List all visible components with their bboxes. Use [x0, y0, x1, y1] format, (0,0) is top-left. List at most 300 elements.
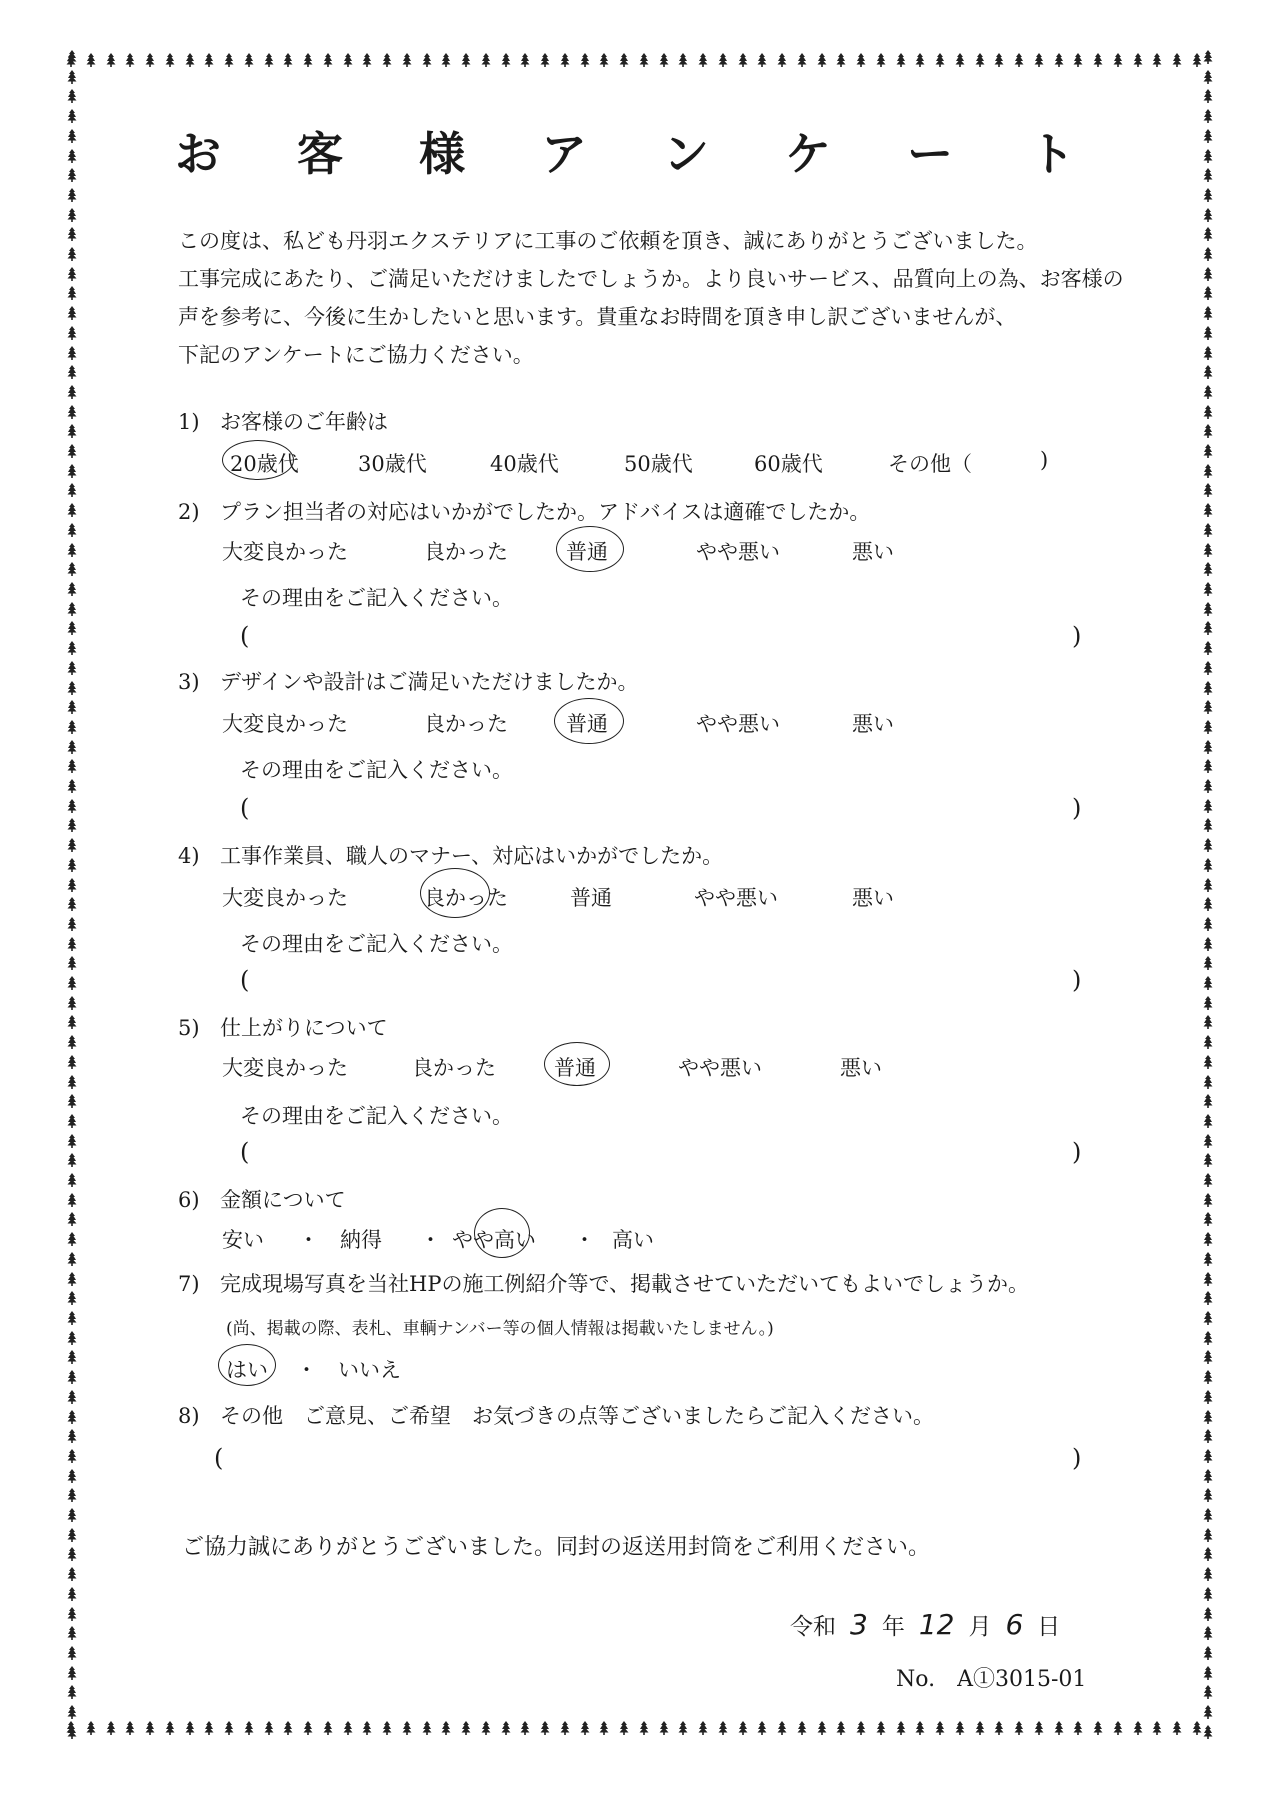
tree-ornament-icon	[1093, 53, 1103, 67]
tree-ornament-icon	[1203, 1212, 1213, 1226]
tree-ornament-icon	[67, 1607, 77, 1621]
tree-ornament-icon	[67, 582, 77, 596]
tree-ornament-icon	[1203, 1626, 1213, 1640]
tree-ornament-icon	[67, 1528, 77, 1542]
tree-ornament-icon	[67, 503, 77, 517]
tree-ornament-icon	[1073, 53, 1083, 67]
tree-ornament-icon	[67, 1567, 77, 1581]
tree-ornament-icon	[165, 53, 175, 67]
tree-ornament-icon	[1203, 917, 1213, 931]
tree-ornament-icon	[382, 1721, 392, 1735]
tree-ornament-icon	[1203, 799, 1213, 813]
tree-ornament-icon	[362, 53, 372, 67]
tree-ornament-icon	[1203, 582, 1213, 596]
q4-reason-open-paren: (	[240, 966, 250, 994]
tree-ornament-icon	[1093, 1721, 1103, 1735]
tree-ornament-icon	[935, 1721, 945, 1735]
q2-option-good[interactable]: 良かった	[424, 540, 508, 564]
tree-ornament-icon	[1172, 53, 1182, 67]
tree-ornament-icon	[501, 1721, 511, 1735]
tree-ornament-icon	[876, 1721, 886, 1735]
q7-option-no[interactable]: いいえ	[338, 1358, 401, 1382]
tree-ornament-icon	[86, 1721, 96, 1735]
tree-ornament-icon	[1203, 1331, 1213, 1345]
date-year: 3	[850, 1608, 868, 1641]
tree-ornament-icon	[67, 444, 77, 458]
question-5-title	[178, 1012, 388, 1042]
tree-ornament-icon	[323, 1721, 333, 1735]
q1-option-20s[interactable]: 20歳代	[230, 452, 299, 476]
q4-reason-close-paren: )	[1072, 966, 1082, 994]
tree-ornament-icon	[67, 1547, 77, 1561]
tree-ornament-icon	[264, 53, 274, 67]
q3-option-bad[interactable]: 悪い	[852, 712, 894, 736]
tree-ornament-icon	[67, 1114, 77, 1128]
tree-ornament-icon	[1203, 641, 1213, 655]
tree-ornament-icon	[402, 53, 412, 67]
tree-ornament-icon	[1203, 1075, 1213, 1089]
tree-ornament-icon	[1203, 267, 1213, 281]
tree-ornament-icon	[1203, 1153, 1213, 1167]
tree-ornament-icon	[1203, 385, 1213, 399]
tree-ornament-icon	[1203, 1193, 1213, 1207]
question-number: 8)	[178, 1404, 200, 1428]
tree-ornament-icon	[935, 53, 945, 67]
q6-option-reasonable[interactable]: 納得	[340, 1228, 382, 1252]
tree-ornament-icon	[1203, 346, 1213, 360]
tree-ornament-icon	[67, 996, 77, 1010]
question-1-title	[178, 406, 388, 436]
tree-ornament-icon	[639, 53, 649, 67]
tree-ornament-icon	[1203, 444, 1213, 458]
tree-ornament-icon	[560, 53, 570, 67]
tree-ornament-icon	[1203, 306, 1213, 320]
tree-ornament-icon	[67, 562, 77, 576]
date-day: 6	[1005, 1608, 1024, 1641]
tree-ornament-icon	[817, 53, 827, 67]
tree-ornament-icon	[1203, 70, 1213, 84]
tree-ornament-icon	[540, 1721, 550, 1735]
q4-option-average[interactable]: 普通	[570, 886, 612, 910]
tree-ornament-icon	[67, 346, 77, 360]
tree-ornament-icon	[67, 720, 77, 734]
tree-ornament-icon	[125, 1721, 135, 1735]
tree-ornament-icon	[481, 1721, 491, 1735]
tree-ornament-icon	[67, 1469, 77, 1483]
tree-ornament-icon	[67, 1429, 77, 1443]
tree-ornament-icon	[876, 53, 886, 67]
tree-ornament-icon	[67, 937, 77, 951]
question-text: 工事作業員、職人のマナー、対応はいかがでしたか。	[220, 844, 724, 868]
tree-ornament-icon	[481, 53, 491, 67]
tree-ornament-icon	[67, 306, 77, 320]
q6-option-high[interactable]: 高い	[612, 1228, 654, 1252]
tree-ornament-icon	[67, 50, 77, 64]
tree-ornament-icon	[1203, 188, 1213, 202]
tree-ornament-icon	[896, 53, 906, 67]
tree-ornament-icon	[856, 53, 866, 67]
tree-ornament-icon	[67, 70, 77, 84]
tree-ornament-icon	[67, 956, 77, 970]
tree-ornament-icon	[1203, 286, 1213, 300]
q4-option-very-good[interactable]: 大変良かった	[222, 886, 348, 910]
tree-ornament-icon	[422, 53, 432, 67]
tree-ornament-icon	[244, 53, 254, 67]
tree-ornament-icon	[975, 53, 985, 67]
question-number: 7)	[178, 1272, 200, 1296]
tree-ornament-icon	[580, 1721, 590, 1735]
q6-option-somewhat-high[interactable]: やや高い	[452, 1228, 536, 1252]
tree-ornament-icon	[1203, 818, 1213, 832]
tree-ornament-icon	[797, 1721, 807, 1735]
tree-ornament-icon	[501, 53, 511, 67]
q2-reason-open-paren: (	[240, 622, 250, 650]
q5-reason-prompt: その理由をご記入ください。	[240, 1104, 513, 1128]
tree-ornament-icon	[67, 1390, 77, 1404]
tree-ornament-icon	[1203, 1587, 1213, 1601]
tree-ornament-icon	[67, 681, 77, 695]
tree-ornament-icon	[67, 483, 77, 497]
tree-ornament-icon	[67, 227, 77, 241]
document-number: No. A①3015-01	[896, 1667, 1087, 1692]
tree-ornament-icon	[619, 53, 629, 67]
tree-ornament-icon	[67, 286, 77, 300]
question-4-title	[178, 840, 723, 870]
tree-ornament-icon	[599, 1721, 609, 1735]
tree-ornament-icon	[1203, 740, 1213, 754]
tree-ornament-icon	[185, 53, 195, 67]
tree-ornament-icon	[915, 53, 925, 67]
tree-ornament-icon	[975, 1721, 985, 1735]
q4-option-somewhat-bad[interactable]: やや悪い	[694, 886, 778, 910]
tree-ornament-icon	[1203, 602, 1213, 616]
question-number: 5)	[178, 1016, 200, 1040]
tree-ornament-icon	[67, 818, 77, 832]
tree-ornament-icon	[580, 53, 590, 67]
tree-ornament-icon	[362, 1721, 372, 1735]
tree-ornament-icon	[1203, 464, 1213, 478]
date-month: 12	[918, 1608, 955, 1641]
tree-ornament-icon	[1203, 1410, 1213, 1424]
tree-ornament-icon	[955, 53, 965, 67]
tree-ornament-icon	[67, 878, 77, 892]
question-2-title	[178, 496, 870, 526]
tree-ornament-icon	[1203, 1232, 1213, 1246]
q5-option-very-good[interactable]: 大変良かった	[222, 1056, 348, 1080]
tree-ornament-icon	[619, 1721, 629, 1735]
intro-line: 声を参考に、今後に生かしたいと思います。貴重なお時間を頂き申し訳ございませんが、	[178, 305, 1017, 329]
tree-ornament-icon	[639, 1721, 649, 1735]
tree-ornament-icon	[1203, 50, 1213, 64]
tree-ornament-icon	[1203, 562, 1213, 576]
q2-option-somewhat-bad[interactable]: やや悪い	[696, 540, 780, 564]
q5-reason-open-paren: (	[240, 1138, 250, 1166]
tree-ornament-icon	[67, 1193, 77, 1207]
page-title: お 客 様 ア ン ケ ー ト	[174, 127, 1106, 181]
tree-ornament-icon	[461, 53, 471, 67]
q2-option-average[interactable]: 普通	[566, 540, 608, 564]
tree-ornament-icon	[1203, 858, 1213, 872]
tree-ornament-icon	[67, 1311, 77, 1325]
question-text: プラン担当者の対応はいかがでしたか。アドバイスは適確でしたか。	[220, 500, 871, 524]
tree-ornament-icon	[1203, 878, 1213, 892]
question-text: デザインや設計はご満足いただけましたか。	[220, 670, 639, 694]
tree-ornament-icon	[67, 1488, 77, 1502]
tree-ornament-icon	[1203, 543, 1213, 557]
tree-ornament-icon	[718, 53, 728, 67]
tree-ornament-icon	[67, 1331, 77, 1345]
tree-ornament-icon	[1203, 956, 1213, 970]
q8-comment-open-paren: (	[214, 1444, 224, 1472]
tree-ornament-icon	[1054, 1721, 1064, 1735]
q2-option-very-good[interactable]: 大変良かった	[222, 540, 348, 564]
tree-ornament-icon	[1203, 1350, 1213, 1364]
q1-option-50s[interactable]: 50歳代	[624, 452, 693, 476]
tree-ornament-icon	[67, 543, 77, 557]
question-8-title	[178, 1400, 934, 1430]
tree-ornament-icon	[659, 1721, 669, 1735]
tree-ornament-icon	[67, 1508, 77, 1522]
tree-ornament-icon	[204, 1721, 214, 1735]
tree-ornament-icon	[1203, 1725, 1213, 1739]
tree-ornament-icon	[1034, 1721, 1044, 1735]
tree-ornament-icon	[67, 247, 77, 261]
tree-ornament-icon	[67, 1153, 77, 1167]
tree-ornament-icon	[67, 799, 77, 813]
tree-ornament-icon	[678, 53, 688, 67]
tree-ornament-icon	[1152, 53, 1162, 67]
tree-ornament-icon	[698, 1721, 708, 1735]
tree-ornament-icon	[67, 1232, 77, 1246]
tree-ornament-icon	[1203, 227, 1213, 241]
tree-ornament-icon	[757, 53, 767, 67]
tree-ornament-icon	[1073, 1721, 1083, 1735]
tree-ornament-icon	[1203, 700, 1213, 714]
tree-ornament-icon	[1203, 1547, 1213, 1561]
border-bottom	[66, 1718, 1202, 1738]
tree-ornament-icon	[678, 1721, 688, 1735]
q1-option-40s[interactable]: 40歳代	[490, 452, 559, 476]
tree-ornament-icon	[1113, 53, 1123, 67]
tree-ornament-icon	[520, 1721, 530, 1735]
tree-ornament-icon	[896, 1721, 906, 1735]
tree-ornament-icon	[1203, 661, 1213, 675]
date-day-unit: 日	[1037, 1614, 1061, 1640]
tree-ornament-icon	[1203, 1094, 1213, 1108]
tree-ornament-icon	[67, 759, 77, 773]
q3-option-average[interactable]: 普通	[566, 712, 608, 736]
tree-ornament-icon	[1203, 1469, 1213, 1483]
tree-ornament-icon	[1203, 326, 1213, 340]
question-text: 金額について	[220, 1188, 346, 1212]
tree-ornament-icon	[145, 1721, 155, 1735]
tree-ornament-icon	[224, 53, 234, 67]
tree-ornament-icon	[67, 1252, 77, 1266]
tree-ornament-icon	[67, 405, 77, 419]
intro-text	[178, 222, 1138, 374]
question-6-title	[178, 1184, 346, 1214]
thanks-message: ご協力誠にありがとうございました。同封の返送用封筒をご利用ください。	[182, 1535, 931, 1560]
tree-ornament-icon	[283, 53, 293, 67]
tree-ornament-icon	[1203, 720, 1213, 734]
border-right	[1198, 50, 1218, 1740]
tree-ornament-icon	[1203, 365, 1213, 379]
q1-option-other[interactable]: その他（	[888, 452, 972, 476]
tree-ornament-icon	[67, 1685, 77, 1699]
tree-ornament-icon	[67, 365, 77, 379]
tree-ornament-icon	[1203, 424, 1213, 438]
q3-reason-open-paren: (	[240, 794, 250, 822]
q5-option-average[interactable]: 普通	[554, 1056, 596, 1080]
tree-ornament-icon	[303, 1721, 313, 1735]
tree-ornament-icon	[915, 1721, 925, 1735]
q8-comment-close-paren: )	[1072, 1444, 1082, 1472]
tree-ornament-icon	[343, 1721, 353, 1735]
tree-ornament-icon	[1172, 1721, 1182, 1735]
q1-option-60s[interactable]: 60歳代	[754, 452, 823, 476]
tree-ornament-icon	[1203, 897, 1213, 911]
tree-ornament-icon	[67, 464, 77, 478]
intro-line: この度は、私ども丹羽エクステリアに工事のご依頼を頂き、誠にありがとうございました。	[178, 229, 1038, 253]
tree-ornament-icon	[461, 1721, 471, 1735]
tree-ornament-icon	[836, 1721, 846, 1735]
tree-ornament-icon	[1203, 405, 1213, 419]
tree-ornament-icon	[165, 1721, 175, 1735]
q5-option-good[interactable]: 良かった	[412, 1056, 496, 1080]
tree-ornament-icon	[1203, 89, 1213, 103]
tree-ornament-icon	[1203, 503, 1213, 517]
tree-ornament-icon	[1203, 1134, 1213, 1148]
q3-option-somewhat-bad[interactable]: やや悪い	[696, 712, 780, 736]
tree-ornament-icon	[67, 1725, 77, 1739]
tree-ornament-icon	[125, 53, 135, 67]
border-top	[66, 50, 1202, 70]
tree-ornament-icon	[441, 53, 451, 67]
tree-ornament-icon	[185, 1721, 195, 1735]
tree-ornament-icon	[86, 53, 96, 67]
tree-ornament-icon	[67, 326, 77, 340]
tree-ornament-icon	[1203, 996, 1213, 1010]
tree-ornament-icon	[67, 1272, 77, 1286]
tree-ornament-icon	[1113, 1721, 1123, 1735]
tree-ornament-icon	[67, 917, 77, 931]
q6-separator: ・	[420, 1228, 441, 1252]
q3-option-good[interactable]: 良かった	[424, 712, 508, 736]
tree-ornament-icon	[67, 208, 77, 222]
tree-ornament-icon	[67, 779, 77, 793]
question-text: 完成現場写真を当社HPの施工例紹介等で、掲載させていただいてもよいでしょうか。	[220, 1272, 1030, 1296]
q7-privacy-note: (尚、掲載の際、表札、車輌ナンバー等の個人情報は掲載いたしません。)	[226, 1319, 774, 1339]
tree-ornament-icon	[67, 1173, 77, 1187]
tree-ornament-icon	[1203, 1429, 1213, 1443]
question-number: 2)	[178, 500, 200, 524]
tree-ornament-icon	[659, 53, 669, 67]
q4-option-bad[interactable]: 悪い	[852, 886, 894, 910]
tree-ornament-icon	[955, 1721, 965, 1735]
tree-ornament-icon	[67, 1055, 77, 1069]
tree-ornament-icon	[757, 1721, 767, 1735]
tree-ornament-icon	[67, 1449, 77, 1463]
tree-ornament-icon	[994, 1721, 1004, 1735]
q6-option-cheap[interactable]: 安い	[222, 1228, 264, 1252]
question-number: 4)	[178, 844, 200, 868]
tree-ornament-icon	[67, 897, 77, 911]
question-text: その他 ご意見、ご希望 お気づきの点等ございましたらご記入ください。	[220, 1404, 934, 1428]
q3-option-very-good[interactable]: 大変良かった	[222, 712, 348, 736]
tree-ornament-icon	[67, 700, 77, 714]
tree-ornament-icon	[1014, 1721, 1024, 1735]
tree-ornament-icon	[1203, 1508, 1213, 1522]
question-text: お客様のご年齢は	[220, 410, 388, 434]
date-field	[790, 1608, 1060, 1641]
tree-ornament-icon	[343, 53, 353, 67]
tree-ornament-icon	[1203, 1705, 1213, 1719]
q5-option-bad[interactable]: 悪い	[840, 1056, 882, 1080]
tree-ornament-icon	[67, 1705, 77, 1719]
q7-option-yes[interactable]: はい	[226, 1358, 268, 1382]
intro-line: 下記のアンケートにご協力ください。	[178, 343, 534, 367]
tree-ornament-icon	[1203, 759, 1213, 773]
tree-ornament-icon	[1203, 1272, 1213, 1286]
q2-reason-prompt: その理由をご記入ください。	[240, 586, 513, 610]
tree-ornament-icon	[1203, 1311, 1213, 1325]
q4-option-good[interactable]: 良かった	[424, 886, 508, 910]
q2-reason-close-paren: )	[1072, 622, 1082, 650]
tree-ornament-icon	[67, 523, 77, 537]
tree-ornament-icon	[1203, 208, 1213, 222]
question-number: 3)	[178, 670, 200, 694]
question-number: 1)	[178, 410, 200, 434]
question-3-title	[178, 666, 639, 696]
question-7-title	[178, 1268, 1029, 1298]
tree-ornament-icon	[283, 1721, 293, 1735]
tree-ornament-icon	[1203, 976, 1213, 990]
tree-ornament-icon	[1203, 1685, 1213, 1699]
tree-ornament-icon	[67, 267, 77, 281]
q5-option-somewhat-bad[interactable]: やや悪い	[678, 1056, 762, 1080]
q1-option-30s[interactable]: 30歳代	[358, 452, 427, 476]
tree-ornament-icon	[540, 53, 550, 67]
q2-option-bad[interactable]: 悪い	[852, 540, 894, 564]
question-text: 仕上がりについて	[220, 1016, 388, 1040]
tree-ornament-icon	[244, 1721, 254, 1735]
tree-ornament-icon	[1203, 1291, 1213, 1305]
tree-ornament-icon	[1054, 53, 1064, 67]
tree-ornament-icon	[67, 424, 77, 438]
tree-ornament-icon	[1203, 1370, 1213, 1384]
tree-ornament-icon	[1203, 838, 1213, 852]
tree-ornament-icon	[67, 385, 77, 399]
tree-ornament-icon	[67, 838, 77, 852]
tree-ornament-icon	[1203, 937, 1213, 951]
tree-ornament-icon	[382, 53, 392, 67]
tree-ornament-icon	[836, 53, 846, 67]
border-left	[62, 50, 82, 1740]
tree-ornament-icon	[67, 1035, 77, 1049]
tree-ornament-icon	[1203, 1252, 1213, 1266]
tree-ornament-icon	[1203, 1114, 1213, 1128]
tree-ornament-icon	[1014, 53, 1024, 67]
tree-ornament-icon	[441, 1721, 451, 1735]
tree-ornament-icon	[1203, 779, 1213, 793]
tree-ornament-icon	[145, 53, 155, 67]
tree-ornament-icon	[67, 976, 77, 990]
tree-ornament-icon	[777, 1721, 787, 1735]
tree-ornament-icon	[1203, 1607, 1213, 1621]
tree-ornament-icon	[106, 1721, 116, 1735]
tree-ornament-icon	[67, 1015, 77, 1029]
date-era: 令和	[790, 1614, 836, 1640]
